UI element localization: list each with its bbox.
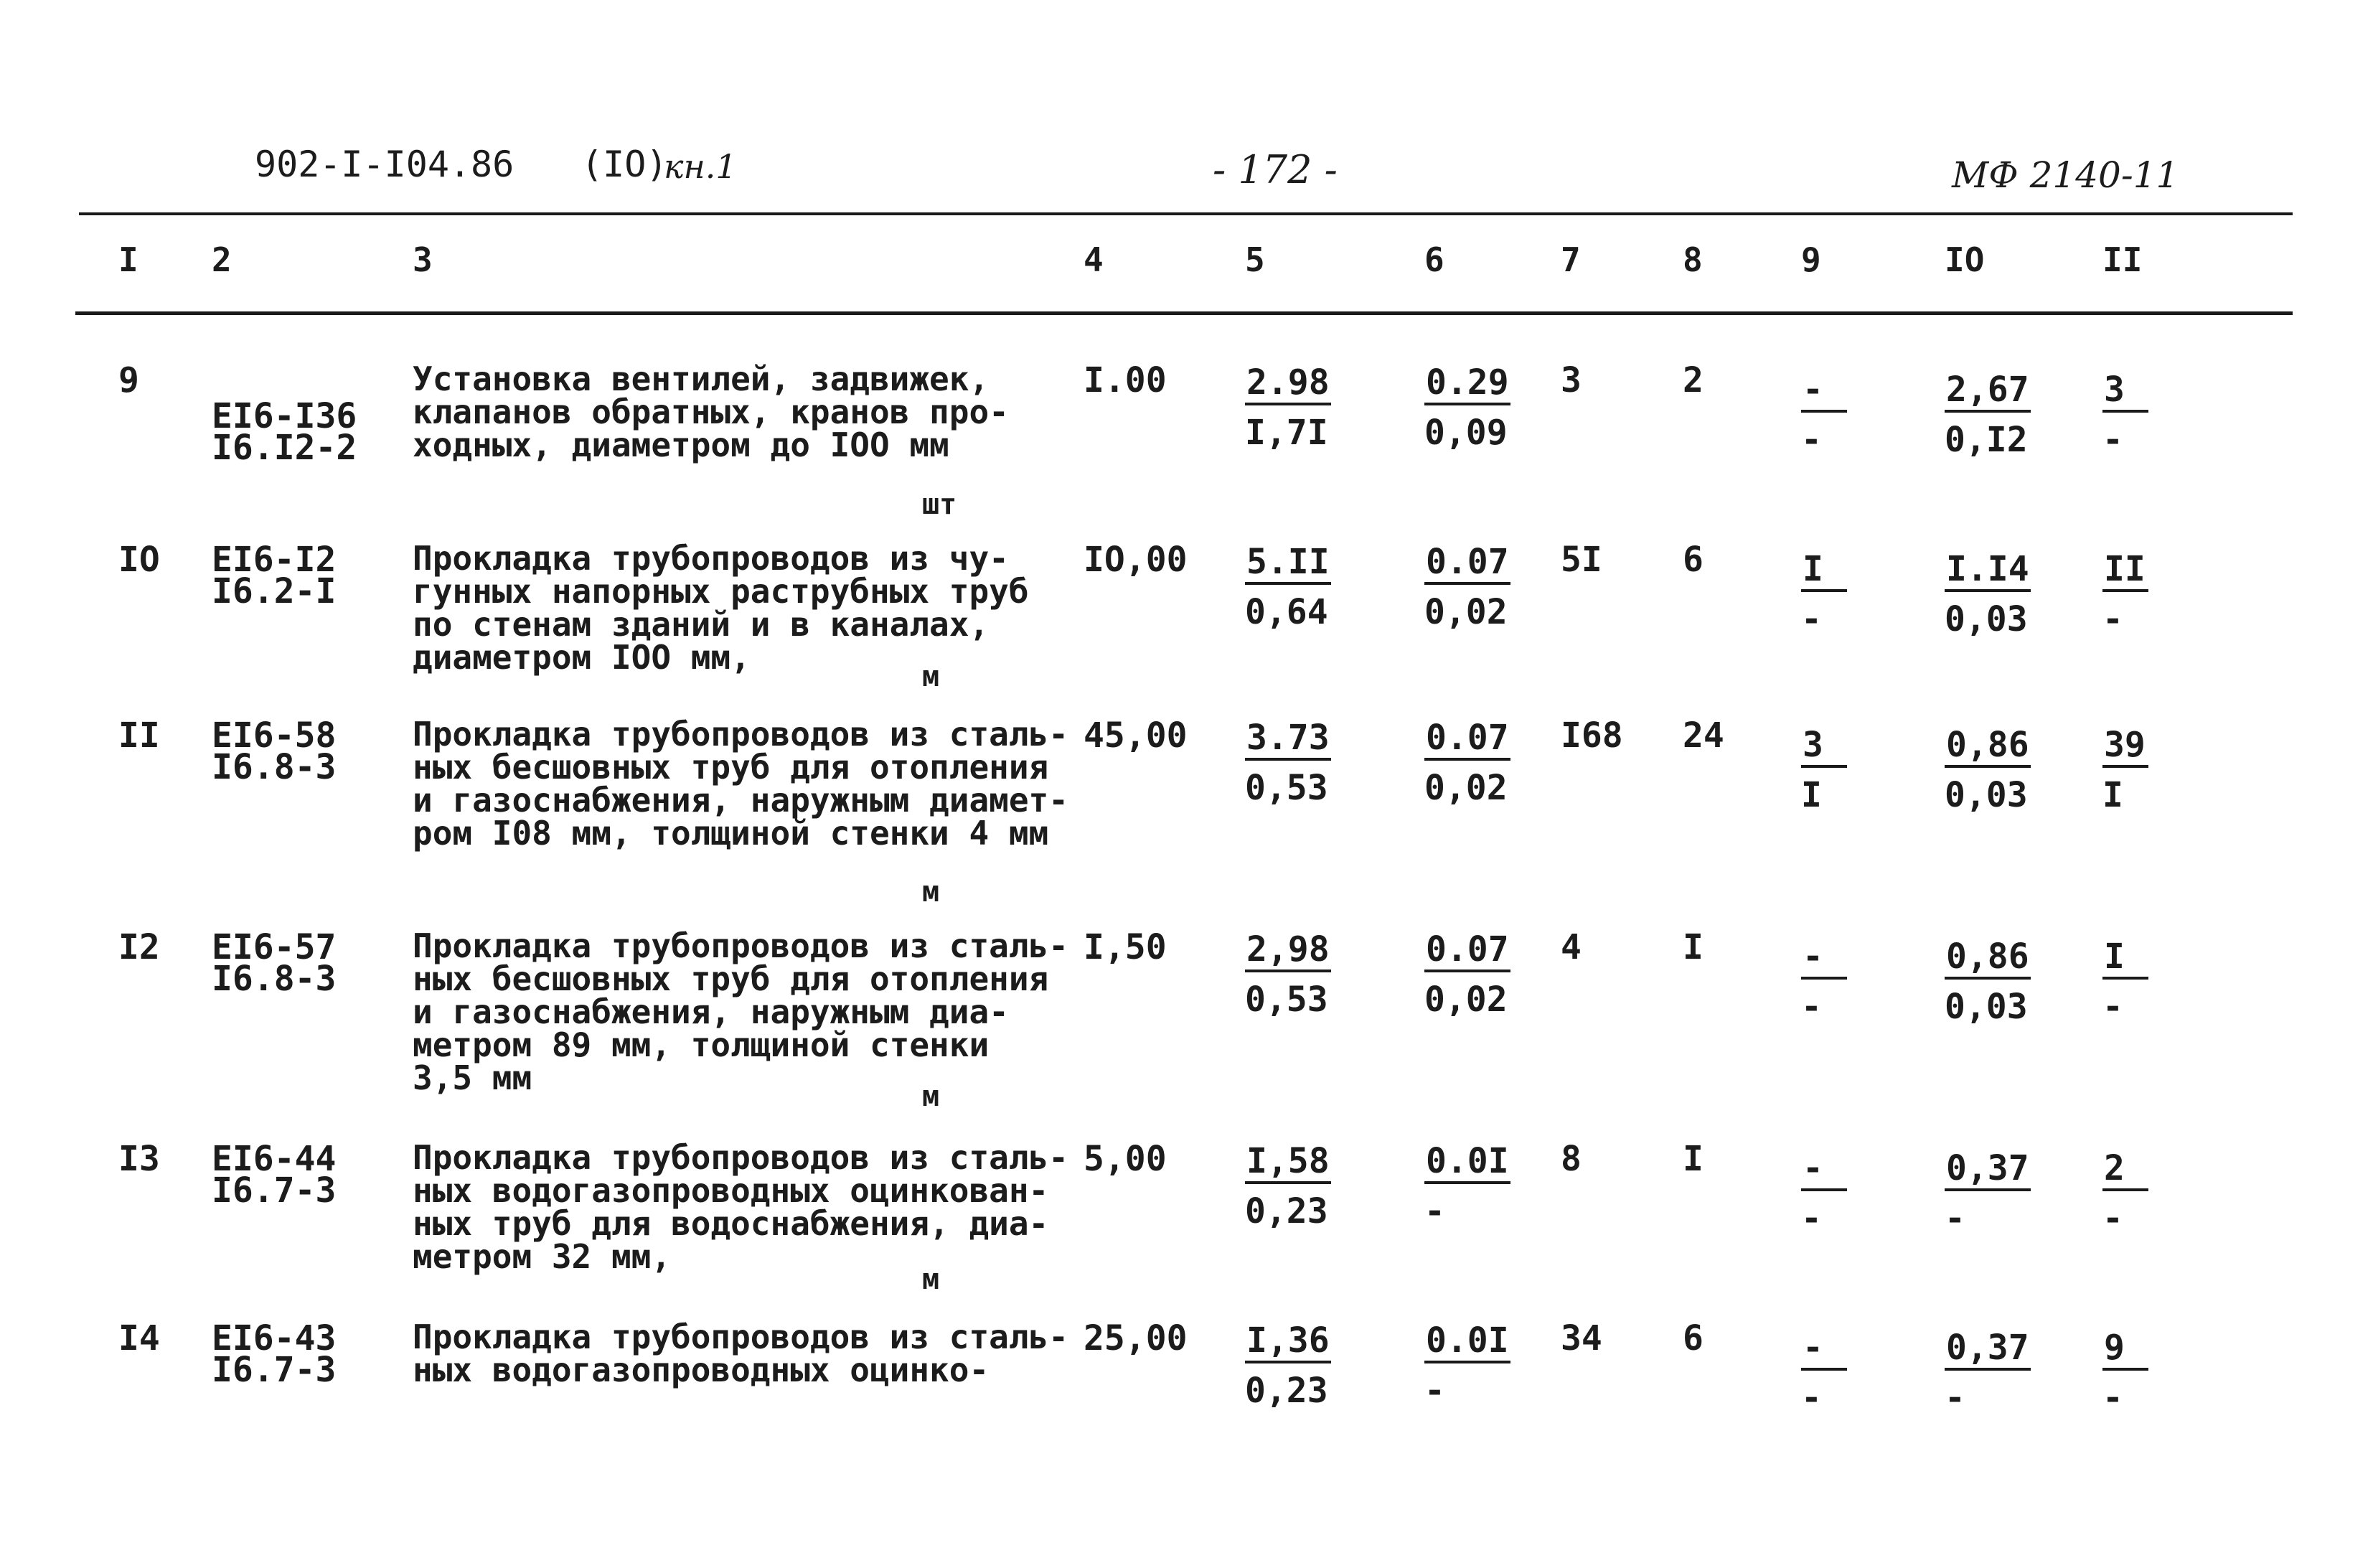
wage-fraction [1424,929,1510,1020]
column-header-1: I [118,240,138,279]
album-number: (IO) [581,144,668,185]
total-wage: I [1683,1139,1704,1179]
unit-of-measure: м [922,1263,940,1296]
labor-total-fraction [2102,725,2148,815]
unit-cost-fraction [1245,1141,1331,1231]
unit-cost-fraction [1245,362,1331,453]
labor-total-fraction-denominator: - [2102,1378,2123,1418]
total-wage: 6 [1683,540,1704,580]
machine-cost-fraction-numerator: - [1801,1328,1847,1371]
work-description-line: диаметром IOO мм, [413,638,751,677]
unit-cost-fraction-denominator: 0,53 [1245,768,1328,808]
labor-fraction-numerator: 0,86 [1945,936,2031,980]
machine-cost-fraction-denominator: - [1801,599,1822,639]
unit-of-measure: м [922,1080,940,1113]
rate-reference: I6.8-3 [212,747,337,787]
wage-fraction-numerator: 0.07 [1424,929,1510,972]
machine-cost-fraction [1801,1148,1847,1239]
labor-total-fraction-numerator: 2 [2102,1148,2148,1191]
work-description-line: ром I08 мм, толщиной стенки 4 мм [413,814,1049,853]
total-cost: 8 [1561,1139,1582,1179]
column-header-4: 4 [1084,240,1104,279]
column-header-5: 5 [1245,240,1265,279]
labor-fraction [1945,549,2031,639]
total-cost: 4 [1561,927,1582,967]
quantity: IO,00 [1084,540,1188,580]
labor-fraction [1945,936,2031,1027]
total-wage: 2 [1683,360,1704,400]
quantity: 5,00 [1084,1139,1167,1179]
quantity: 45,00 [1084,715,1188,756]
wage-fraction-denominator: 0,09 [1424,413,1508,453]
page-number: - 172 - [1213,147,1338,192]
unit-cost-fraction-numerator: 2.98 [1245,362,1331,405]
machine-cost-fraction [1801,370,1847,460]
rate-reference: I6.7-3 [212,1350,337,1390]
work-description-line: клапанов обратных, кранов про- [413,393,1009,431]
row-number: I4 [118,1318,160,1358]
work-description-line: метром 32 мм, [413,1237,672,1276]
work-description-line: ных бесшовных труб для отопления [413,748,1049,787]
labor-total-fraction-denominator: I [2102,775,2123,815]
labor-total-fraction-denominator: - [2102,599,2123,639]
machine-cost-fraction-denominator: - [1801,1378,1822,1418]
labor-total-fraction-denominator: - [2102,1198,2123,1239]
machine-cost-fraction-denominator: - [1801,987,1822,1027]
wage-fraction-denominator: 0,02 [1424,592,1508,632]
unit-of-measure: м [922,660,940,693]
wage-fraction-denominator: - [1424,1371,1445,1411]
machine-cost-fraction-denominator: I [1801,775,1822,815]
machine-cost-fraction [1801,1328,1847,1418]
work-description-line: Установка вентилей, задвижек, [413,360,990,398]
wage-fraction-numerator: 0.0I [1424,1320,1510,1363]
rate-code: EI6-57 [212,927,337,967]
work-description-line: и газоснабжения, наружным диа- [413,992,1009,1031]
wage-fraction-numerator: 0.07 [1424,542,1510,585]
labor-fraction-numerator: 0,37 [1945,1328,2031,1371]
album-note: кн.1 [664,147,737,186]
machine-cost-fraction-numerator: I [1801,549,1847,592]
unit-cost-fraction [1245,929,1331,1020]
table-header-rule [75,311,2293,315]
unit-cost-fraction-denominator: 0,53 [1245,980,1328,1020]
quantity: I,50 [1084,927,1167,967]
total-wage: 6 [1683,1318,1704,1358]
machine-cost-fraction [1801,936,1847,1027]
labor-fraction-numerator: 2,67 [1945,370,2031,413]
work-description-line: метром 89 мм, толщиной стенки [413,1025,990,1064]
work-description-line: Прокладка трубопроводов из сталь- [413,1318,1068,1356]
machine-cost-fraction [1801,549,1847,639]
work-description-line: гунных напорных раструбных труб [413,572,1029,611]
work-description-line: ных водогазопроводных оцинкован- [413,1171,1049,1210]
unit-cost-fraction-denominator: I,7I [1245,413,1328,453]
work-description-line: 3,5 мм [413,1058,532,1097]
labor-fraction-denominator: - [1945,1378,1965,1418]
unit-of-measure: м [922,875,940,909]
labor-fraction-denominator: 0,03 [1945,775,2028,815]
wage-fraction-denominator: 0,02 [1424,768,1508,808]
column-header-11: II [2102,240,2143,279]
unit-cost-fraction-denominator: 0,23 [1245,1191,1328,1231]
labor-total-fraction [2102,936,2148,1027]
labor-fraction-denominator: - [1945,1198,1965,1239]
work-description-line: и газоснабжения, наружным диамет- [413,781,1068,820]
machine-cost-fraction-denominator: - [1801,1198,1822,1239]
labor-fraction-numerator: 0,86 [1945,725,2031,768]
labor-fraction-denominator: 0,03 [1945,599,2028,639]
quantity: 25,00 [1084,1318,1188,1358]
column-header-8: 8 [1683,240,1703,279]
work-description-line: Прокладка трубопроводов из сталь- [413,926,1068,965]
wage-fraction [1424,362,1510,453]
column-header-10: IO [1945,240,1985,279]
total-cost: 34 [1561,1318,1602,1358]
work-description-line: ных труб для водоснабжения, диа- [413,1204,1049,1243]
column-header-6: 6 [1424,240,1444,279]
rate-reference: I6.2-I [212,571,337,611]
work-description-line: по стенам зданий и в каналах, [413,605,990,644]
work-description-line: Прокладка трубопроводов из сталь- [413,715,1068,754]
labor-fraction-numerator: I.I4 [1945,549,2031,592]
unit-cost-fraction-numerator: 2,98 [1245,929,1331,972]
column-header-2: 2 [212,240,232,279]
machine-cost-fraction-denominator: - [1801,420,1822,460]
rate-code: EI6-I36 [212,396,357,436]
rate-reference: I6.8-3 [212,959,337,999]
total-cost: 5I [1561,540,1602,580]
row-number: 9 [118,360,139,400]
labor-fraction [1945,1328,2031,1418]
unit-cost-fraction [1245,542,1331,632]
unit-cost-fraction [1245,718,1331,808]
work-description-line: Прокладка трубопроводов из сталь- [413,1138,1068,1177]
labor-total-fraction-numerator: 9 [2102,1328,2148,1371]
stamp-number: МФ 2140-11 [1952,154,2179,196]
column-header-9: 9 [1801,240,1821,279]
work-description-line: ных водогазопроводных оцинко- [413,1351,990,1389]
table-top-rule [79,212,2293,215]
machine-cost-fraction-numerator: 3 [1801,725,1847,768]
rate-reference: I6.I2-2 [212,428,357,468]
labor-fraction [1945,370,2031,460]
wage-fraction-numerator: 0.07 [1424,718,1510,761]
rate-code: EI6-44 [212,1139,337,1179]
unit-cost-fraction-numerator: I,58 [1245,1141,1331,1184]
work-description-line: ходных, диаметром до IOO мм [413,426,949,464]
wage-fraction [1424,718,1510,808]
machine-cost-fraction-numerator: - [1801,370,1847,413]
rate-code: EI6-I2 [212,540,337,580]
wage-fraction-numerator: 0.0I [1424,1141,1510,1184]
unit-cost-fraction-numerator: 3.73 [1245,718,1331,761]
unit-cost-fraction-numerator: I,36 [1245,1320,1331,1363]
wage-fraction-denominator: - [1424,1191,1445,1231]
row-number: I3 [118,1139,160,1179]
total-wage: 24 [1683,715,1724,756]
unit-cost-fraction [1245,1320,1331,1411]
labor-total-fraction-numerator: I [2102,936,2148,980]
unit-cost-fraction-denominator: 0,23 [1245,1371,1328,1411]
column-header-7: 7 [1561,240,1581,279]
labor-total-fraction-numerator: II [2102,549,2148,592]
rate-code: EI6-43 [212,1318,337,1358]
labor-total-fraction-numerator: 39 [2102,725,2148,768]
labor-total-fraction [2102,1328,2148,1418]
row-number: I2 [118,927,160,967]
labor-fraction [1945,725,2031,815]
rate-code: EI6-58 [212,715,337,756]
quantity: I.00 [1084,360,1167,400]
labor-total-fraction [2102,370,2148,460]
document-code: 902-I-I04.86 [255,144,514,185]
work-description-line: Прокладка трубопроводов из чу- [413,539,1009,578]
row-number: IO [118,540,160,580]
labor-fraction [1945,1148,2031,1239]
total-cost: I68 [1561,715,1623,756]
work-description-line: ных бесшовных труб для отопления [413,959,1049,998]
labor-fraction-denominator: 0,03 [1945,987,2028,1027]
labor-total-fraction-denominator: - [2102,420,2123,460]
wage-fraction [1424,1141,1510,1231]
wage-fraction [1424,1320,1510,1411]
rate-reference: I6.7-3 [212,1170,337,1211]
labor-fraction-denominator: 0,I2 [1945,420,2028,460]
machine-cost-fraction [1801,725,1847,815]
labor-total-fraction-denominator: - [2102,987,2123,1027]
wage-fraction [1424,542,1510,632]
unit-cost-fraction-numerator: 5.II [1245,542,1331,585]
unit-of-measure: шт [922,488,957,521]
total-cost: 3 [1561,360,1582,400]
machine-cost-fraction-numerator: - [1801,1148,1847,1191]
labor-total-fraction [2102,549,2148,639]
wage-fraction-denominator: 0,02 [1424,980,1508,1020]
machine-cost-fraction-numerator: - [1801,936,1847,980]
labor-total-fraction [2102,1148,2148,1239]
total-wage: I [1683,927,1704,967]
column-header-3: 3 [413,240,433,279]
row-number: II [118,715,160,756]
unit-cost-fraction-denominator: 0,64 [1245,592,1328,632]
labor-total-fraction-numerator: 3 [2102,370,2148,413]
wage-fraction-numerator: 0.29 [1424,362,1510,405]
labor-fraction-numerator: 0,37 [1945,1148,2031,1191]
